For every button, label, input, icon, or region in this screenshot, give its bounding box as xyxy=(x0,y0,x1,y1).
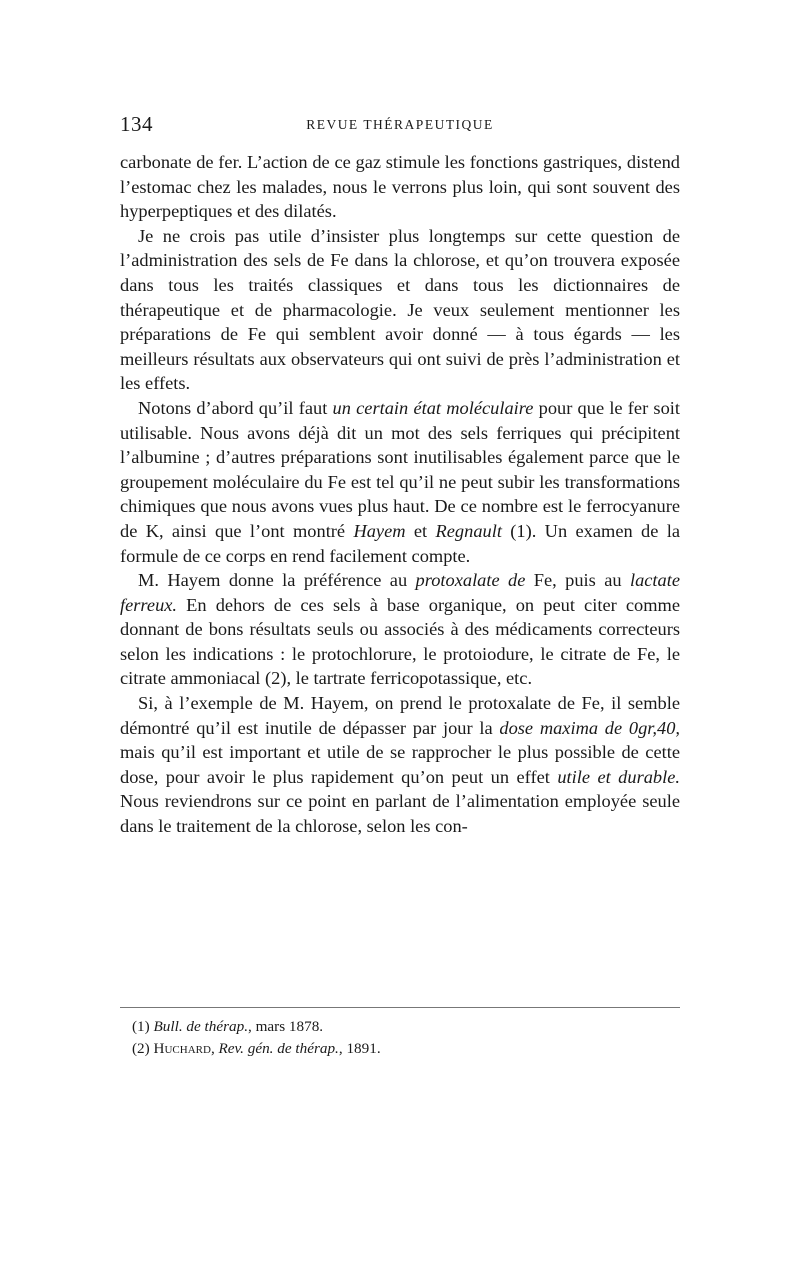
page-number: 134 xyxy=(120,112,153,136)
footnote-2 xyxy=(132,1038,680,1060)
paragraph-5-emphasis-durable: utile et durable. xyxy=(557,766,680,787)
footnote-2-title: Rev. gén. de thérap. xyxy=(218,1040,339,1057)
author-hayem: Hayem xyxy=(353,520,406,541)
footnote-rule xyxy=(120,1007,680,1008)
paragraph-4-emphasis-lactate: lactate ferreux. xyxy=(120,570,681,615)
footnote-2-author: Huchard xyxy=(153,1040,211,1057)
paragraph-5 xyxy=(120,691,680,839)
author-regnault: Regnault xyxy=(435,520,502,541)
paragraph-5-emphasis-dose: dose maxima de 0gr,40, xyxy=(499,717,680,738)
footnote-2-rest: , 1891. xyxy=(338,1040,381,1057)
paragraph-5-text-a: Si, à l’exemple de M. Hayem, on prend le protoxalate de Fe, il semble démontré qu’il est inutile de dépasser par jour la xyxy=(120,693,680,738)
footnote-1 xyxy=(132,1016,680,1038)
paragraph-5-text-e: Nous reviendrons sur ce point en parlant de l’alimentation employée seule dans le traitement de la chlorose, selon les con- xyxy=(120,791,680,837)
paragraph-2-text: Je ne crois pas utile d’insister plus longtemps sur cette question de l’administration des sels de Fe dans la chlorose, et qu’on trouvera exposée dans tous les traités classiques et dans tous les dictionnaires de thérapeutique et de pharmacologie. Je veux seulement mentionner les préparations de Fe qui semblent avoir donné — à tous égards — les meilleurs résultats aux observateurs qui ont suivi de près l’administration et les effets. xyxy=(120,225,680,394)
footnote-1-title: Bull. de thérap. xyxy=(153,1018,248,1035)
paragraph-5-text-c: mais qu’il est important et utile de se rapprocher le plus possible de cette dose, pour avoir le plus rapidement qu’on peut un effet xyxy=(120,742,680,787)
paragraph-3-emphasis-molecular-state: un certain état moléculaire xyxy=(332,397,534,418)
paragraph-4-text-a: M. Hayem donne la préférence au xyxy=(138,570,416,591)
paragraph-3-text-e: et xyxy=(405,520,436,541)
paragraph-3-text-g: (1). Un examen de la formule de ce corps en rend facilement compte. xyxy=(120,520,681,566)
footnote-2-sep: , xyxy=(210,1040,219,1057)
paragraph-4 xyxy=(120,568,680,691)
running-head: REVUE THÉRAPEUTIQUE xyxy=(306,117,494,132)
body-text xyxy=(120,150,680,839)
footnote-2-marker: (2) xyxy=(132,1040,154,1057)
paragraph-1-text: carbonate de fer. L’action de ce gaz stimule les fonctions gastriques, distend l’estomac chez les malades, nous le verrons plus loin, qui sont souvent des hyperpeptiques et des dilatés. xyxy=(120,152,680,222)
footnote-1-marker: (1) xyxy=(132,1018,154,1035)
paragraph-4-text-e: En dehors de ces sels à base organique, on peut citer comme donnant de bons résultats seuls ou associés à des médicaments correcteurs selon les indications : le protochlorure, le protoiodure, le citrate de Fe, le citrate ammoniacal (2), le tartrate ferricopotassique, etc. xyxy=(120,594,680,689)
paragraph-1 xyxy=(120,150,680,224)
footnote-1-rest: , mars 1878. xyxy=(248,1018,324,1035)
paragraph-3-text-a: Notons d’abord qu’il faut xyxy=(138,397,333,418)
paragraph-4-emphasis-protoxalate: protoxalate de xyxy=(415,570,526,591)
footnotes xyxy=(132,1016,680,1060)
paragraph-3-text-c: pour que le fer soit utilisable. Nous avons déjà dit un mot des sels ferriques qui précipitent l’albumine ; d’autres préparations sont inutilisables également parce que le groupement moléculaire du Fe est tel qu’il ne peut subir les transformations chimiques que nous avons vues plus haut. De ce nombre est le ferrocyanure de K, ainsi que l’ont montré xyxy=(120,397,681,541)
paragraph-4-text-c: Fe, puis au xyxy=(525,570,630,591)
paragraph-3 xyxy=(120,396,680,568)
page-header xyxy=(120,112,680,142)
paragraph-2 xyxy=(120,224,680,396)
